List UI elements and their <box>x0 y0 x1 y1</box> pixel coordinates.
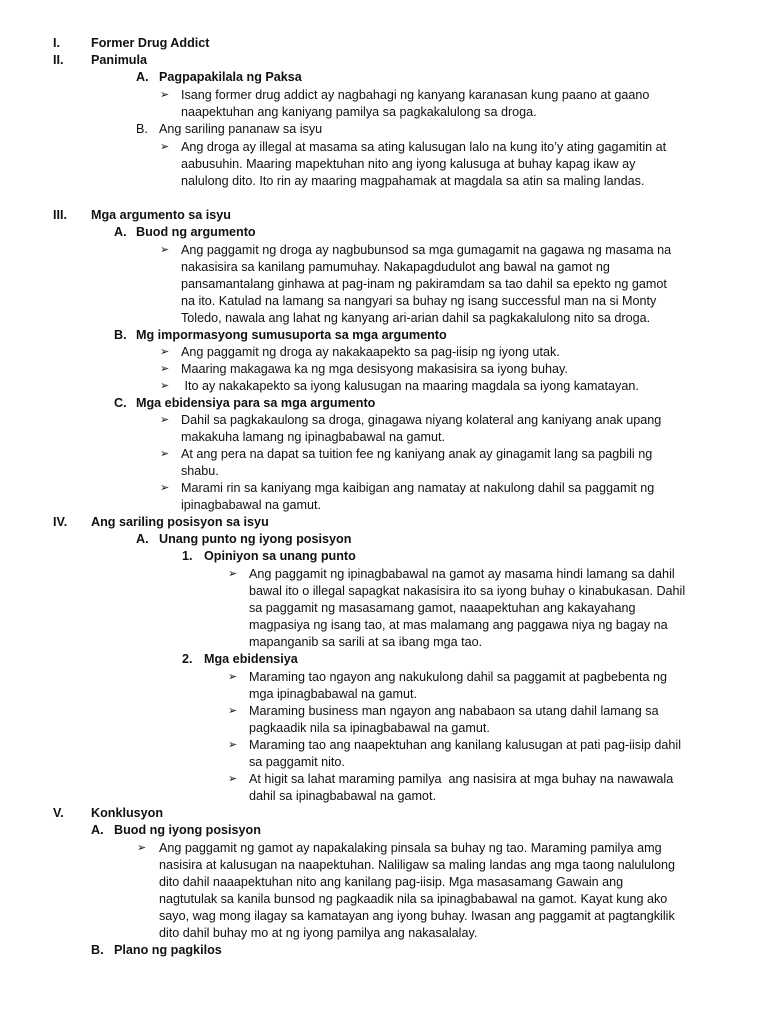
text-line: aabusuhin. Maaring mapektuhan nito ang iyong kalusuga at buhay kapag ikaw ay <box>181 157 636 171</box>
arrow-bullet-icon: ➢ <box>160 363 170 375</box>
section-number: IV. <box>53 515 68 529</box>
subsection-letter: B. <box>136 122 148 136</box>
text-line: dito dahil buhay mo at ng iyong pamilya ang nakasalalay. <box>159 926 478 940</box>
text-line: Ang paggamit ng droga ay nagbubunsod sa mga gumagamit na gagawa ng masama na <box>181 243 672 257</box>
arrow-bullet-icon: ➢ <box>228 568 238 580</box>
arrow-bullet-icon: ➢ <box>160 380 170 392</box>
text-line: Ang paggamit ng gamot ay napakalaking pinsala sa buhay ng tao. Maraming pamilya amg <box>159 841 662 855</box>
list-item: Maaring makagawa ka ng mga desisyong makasisira sa iyong buhay. <box>181 362 568 376</box>
text-line: bawal ito o illegal sapagkat nakasisira ito sa iyong buhay o kinabukasan. Dahil <box>249 584 686 598</box>
subsection-letter: A. <box>136 532 149 546</box>
section-title: Panimula <box>91 53 147 67</box>
text-line: pansamantalang ginhawa at pag-inam ng pakiramdam sa tao dahil sa epekto ng gamot <box>181 277 667 291</box>
text-line: sa paggamit ng masasamang gamot, naaapektuhan ang kakayahang <box>249 601 636 615</box>
point-title: Opiniyon sa unang punto <box>204 549 356 563</box>
subsection-letter: B. <box>114 328 127 342</box>
subsection-title: Mg impormasyong sumusuporta sa mga argumento <box>136 328 447 342</box>
arrow-bullet-icon: ➢ <box>160 448 170 460</box>
subsection-title: Unang punto ng iyong posisyon <box>159 532 352 546</box>
text-line: Ang droga ay illegal at masama sa ating kalusugan lalo na kung ito’y ating gagamitin at <box>181 140 667 154</box>
text-line: Maraming business man ngayon ang nababaon sa utang dahil lamang sa <box>249 704 659 718</box>
subsection-title: Pagpapakilala ng Paksa <box>159 70 302 84</box>
text-line: Maraming tao ang naapektuhan ang kanilang kalusugan at pati pag-iisip dahil <box>249 738 681 752</box>
section-title: Mga argumento sa isyu <box>91 208 231 222</box>
text-line: Maraming tao ngayon ang nakukulong dahil sa paggamit at pagbebenta ng <box>249 670 667 684</box>
section-number: III. <box>53 208 67 222</box>
list-item: Ito ay nakakapekto sa iyong kalusugan na maaring magdala sa iyong kamatayan. <box>181 379 639 393</box>
text-line: na ito. Katulad na lamang sa nangyari sa buhay ng isang successful man na si Monty <box>181 294 657 308</box>
point-number: 2. <box>182 652 193 666</box>
text-line: dahil sa ipinagbabawal na gamot. <box>249 789 436 803</box>
section-number: V. <box>53 806 64 820</box>
subsection-letter: C. <box>114 396 127 410</box>
text-line: mga ipinagbabawal na gamut. <box>249 687 418 701</box>
subsection-title: Ang sariling pananaw sa isyu <box>159 122 323 136</box>
list-item: Ang paggamit ng droga ay nakakaapekto sa pag-iisip ng iyong utak. <box>181 345 560 359</box>
section-title: Konklusyon <box>91 806 164 820</box>
text-line: sa paggamit nito. <box>249 755 345 769</box>
text-line: pagkaadik nila sa ipinagbabawal na gamut. <box>249 721 490 735</box>
text-line: magpasiya ng isang tao, at mas malamang ang paggawa niya ng bagay na <box>249 618 668 632</box>
text-line: nagtutulak sa kanila bunsod ng pagkaadik nila sa ipinagbabawal na gamot. Kayat kung ako <box>159 892 668 906</box>
arrow-bullet-icon: ➢ <box>160 346 170 358</box>
text-line: Toledo, nawala ang lahat ng kanyang ari-arian dahil sa pagkakalulong nito sa droga. <box>181 311 651 325</box>
text-line: naapektuhan ang kaniyang pamilya sa pagkakalulong sa droga. <box>181 105 537 119</box>
subsection-title: Buod ng iyong posisyon <box>114 823 261 837</box>
text-line: nakasisira sa kanilang pamumuhay. Nakapagdudulot ang bawal na gamot ng <box>181 260 610 274</box>
subsection-letter: A. <box>91 823 104 837</box>
text-line: nalulong dito. Ito rin ay maaring magpahamak at magdala sa atin sa maling landas. <box>181 174 645 188</box>
section-number: II. <box>53 53 64 67</box>
point-title: Mga ebidensiya <box>204 652 298 666</box>
text-line: nasisira at kalusugan na naapektuhan. Naliligaw sa maling landas ang mga taong nalululong <box>159 858 675 872</box>
arrow-bullet-icon: ➢ <box>160 244 170 256</box>
text-line: makakuha lamang ng ipinagbabawal na gamut. <box>181 430 445 444</box>
text-line: Ang paggamit ng ipinagbabawal na gamot ay masama hindi lamang sa dahil <box>249 567 675 581</box>
text-line: Isang former drug addict ay nagbahagi ng kanyang karanasan kung paano at gaano <box>181 88 650 102</box>
point-number: 1. <box>182 549 193 563</box>
text-line: At higit sa lahat maraming pamilya ang nasisira at mga buhay na nawawala <box>249 772 674 786</box>
subsection-title: Buod ng argumento <box>136 225 256 239</box>
arrow-bullet-icon: ➢ <box>160 414 170 426</box>
subsection-letter: B. <box>91 943 104 957</box>
subsection-title: Mga ebidensiya para sa mga argumento <box>136 396 376 410</box>
arrow-bullet-icon: ➢ <box>160 482 170 494</box>
subsection-title: Plano ng pagkilos <box>114 943 222 957</box>
arrow-bullet-icon: ➢ <box>228 705 238 717</box>
subsection-letter: A. <box>114 225 127 239</box>
arrow-bullet-icon: ➢ <box>160 141 170 153</box>
section-number: I. <box>53 36 60 50</box>
text-line: At ang pera na dapat sa tuition fee ng kaniyang anak ay ginagamit lang sa pagbili ng <box>181 447 653 461</box>
subsection-letter: A. <box>136 70 149 84</box>
text-line: shabu. <box>181 464 219 478</box>
text-line: sayo, wag mong ilagay sa kamatayan ang iyong buhay. Iwasan ang paggamit at pagtangkilik <box>159 909 675 923</box>
arrow-bullet-icon: ➢ <box>228 773 238 785</box>
arrow-bullet-icon: ➢ <box>228 739 238 751</box>
text-line: dito dahil naaapektuhan nito ang kanilang pag-iisip. Mga masasamang Gawain ang <box>159 875 624 889</box>
text-line: mapanganib sa sarili at sa ibang mga tao. <box>249 635 483 649</box>
section-title: Ang sariling posisyon sa isyu <box>91 515 269 529</box>
arrow-bullet-icon: ➢ <box>228 671 238 683</box>
arrow-bullet-icon: ➢ <box>160 89 170 101</box>
text-line: ipinagbabawal na gamut. <box>181 498 322 512</box>
text-line: Marami rin sa kaniyang mga kaibigan ang namatay at nakulong dahil sa paggamit ng <box>181 481 655 495</box>
section-title: Former Drug Addict <box>91 36 210 50</box>
text-line: Dahil sa pagkakaulong sa droga, ginagawa niyang kolateral ang kaniyang anak upang <box>181 413 662 427</box>
arrow-bullet-icon: ➢ <box>137 842 147 854</box>
